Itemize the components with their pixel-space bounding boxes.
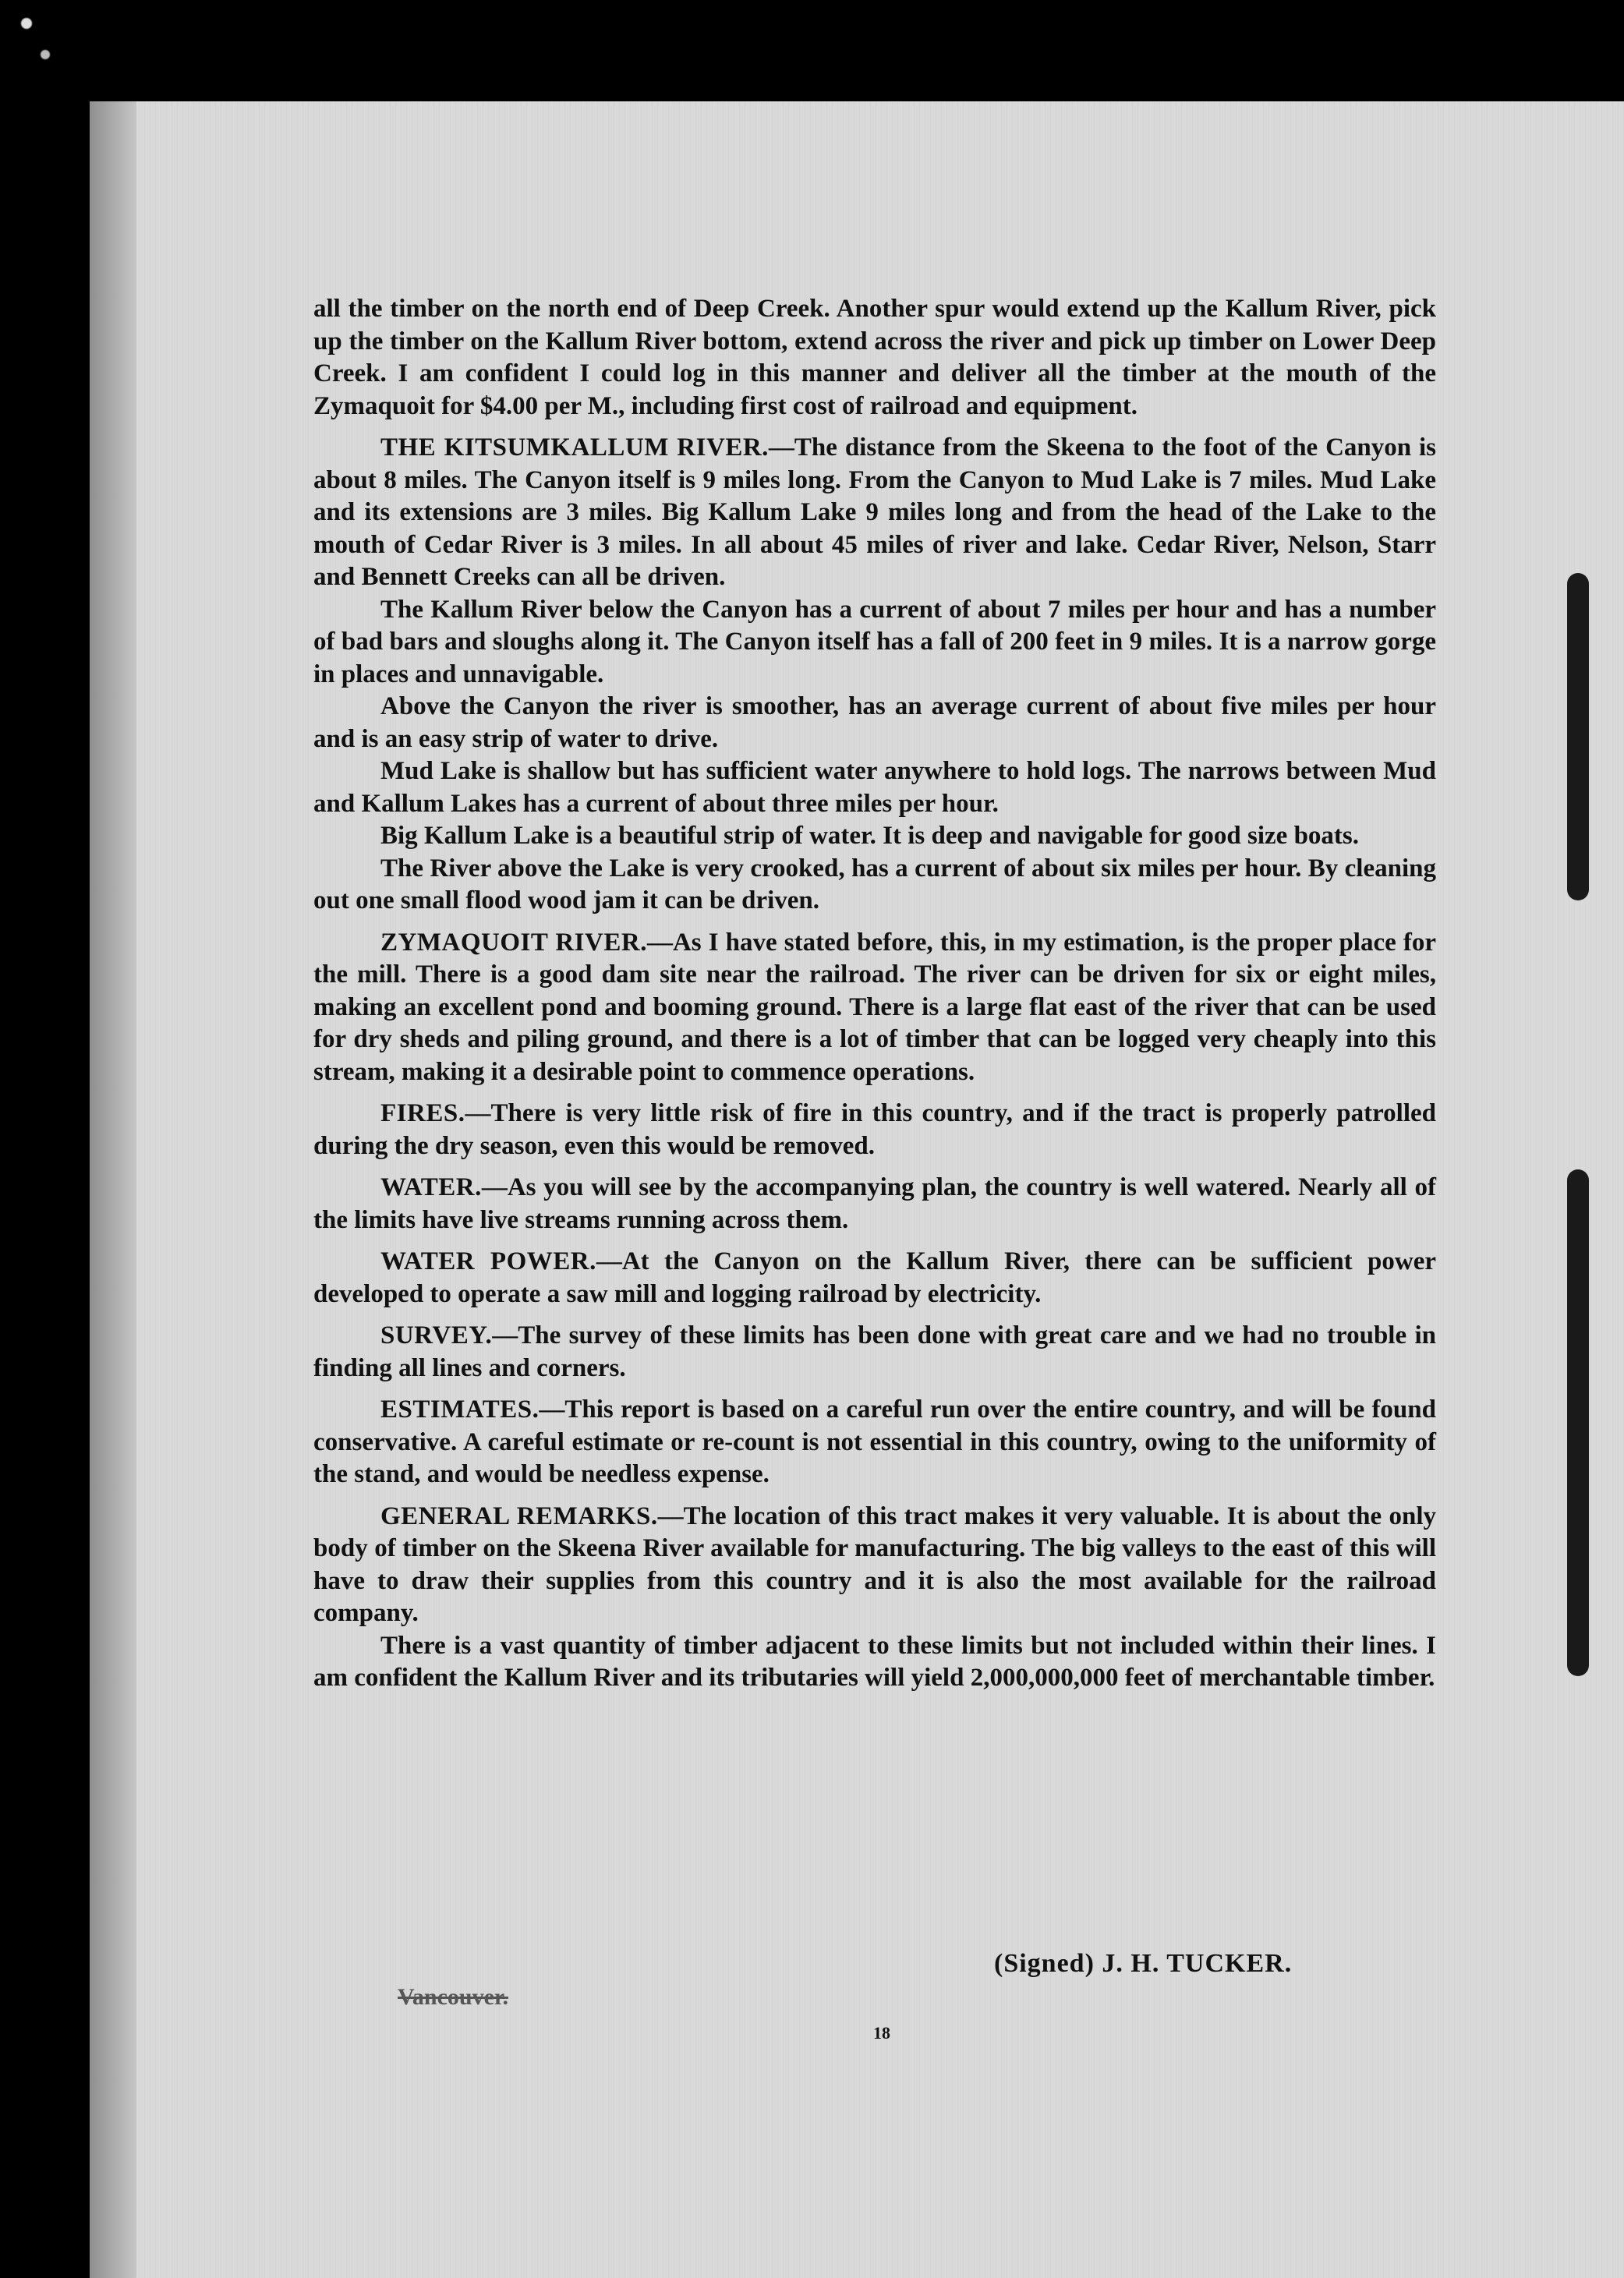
paragraph-heading: WATER. [380,1173,482,1201]
paragraph [313,927,1436,1089]
paragraph-text: —At the Canyon on the Kallum River, there can be sufficient power developed to operate a saw mill and logging railroad by electricity. [313,1247,1436,1308]
paragraph [313,594,1436,692]
paragraph-heading: ZYMAQUOIT RIVER. [380,928,647,957]
paragraph-text: The River above the Lake is very crooked, has a current of about six miles per hour. By cleaning out one small flood wood jam it can be driven. [313,854,1436,914]
binding-mark-upper [1567,573,1589,900]
paragraph-text: Above the Canyon the river is smoother, has an average current of about five miles per hour and is an easy strip of water to drive. [313,692,1436,753]
signature: (Signed) J. H. TUCKER. [994,1949,1293,1978]
report-body [313,293,1436,1695]
paragraph-heading: FIRES. [380,1099,465,1127]
paragraph-text: —The distance from the Skeena to the foot of the Canyon is about 8 miles. The Canyon itself is 9 miles long. From the Canyon to Mud Lake is 7 miles. Mud Lake and its extensions are 3 miles. Big Kallum Lake 9 miles long and from the head of the Lake to the mouth of Cedar River is 3 miles. In all about 45 miles of river and lake. Cedar River, Nelson, Starr and Bennett Creeks can all be driven. [313,433,1437,591]
paragraph-text: —The location of this tract makes it very valuable. It is about the only body of timber on the Skeena River available for manufacturing. The big valleys to the east of this will have to draw their supplies from this country and it is also the most available for the railroad company. [313,1502,1436,1627]
paragraph-text: —This report is based on a careful run over the entire country, and will be found conservative. A careful estimate or re-count is not essential in this country, owing to the uniformity of the stand, and would be needless expense. [313,1395,1436,1488]
paragraph-text: —As you will see by the accompanying plan, the country is well watered. Nearly all of the limits have live streams running across them. [313,1173,1436,1234]
paragraph [313,1246,1436,1311]
binding-mark-lower [1567,1169,1589,1676]
paragraph-heading: SURVEY. [380,1321,493,1349]
paragraph [313,432,1436,594]
paragraph [313,293,1436,423]
paragraph-text: Big Kallum Lake is a beautiful strip of water. It is deep and navigable for good size boats. [380,822,1360,850]
paragraph [313,1098,1436,1162]
paragraph-heading: THE KITSUMKALLUM RIVER. [380,433,769,462]
paragraph-heading: ESTIMATES. [380,1395,540,1424]
page-number: 18 [873,2023,890,2043]
page-edge-shadow [90,101,136,2278]
paragraph [313,691,1436,755]
paragraph-text: all the timber on the north end of Deep Creek. Another spur would extend up the Kallum River, pick up the timber on the Kallum River bottom, extend across the river and pick up timber on Lower Deep Creek. I am confident I could log in this manner and deliver all the timber at the mouth of the Zymaquoit for $4.00 per M., including first cost of railroad and equipment. [313,295,1436,420]
paragraph-text: Mud Lake is shallow but has sufficient water anywhere to hold logs. The narrows between Mud and Kallum Lakes has a current of about three miles per hour. [313,757,1436,818]
paragraph-heading: GENERAL REMARKS. [380,1502,658,1530]
paragraph [313,1320,1436,1385]
scan-speck [8,0,70,78]
paragraph [313,853,1436,918]
paragraph [313,1630,1436,1695]
paragraph-text: There is a vast quantity of timber adjacent to these limits but not included within their lines. I am confident the Kallum River and its tributaries will yield 2,000,000,000 feet of merchantable timber. [313,1631,1436,1692]
paragraph-text: The Kallum River below the Canyon has a current of about 7 miles per hour and has a number of bad bars and sloughs along it. The Canyon itself has a fall of 200 feet in 9 miles. It is a narrow gorge in places and unnavigable. [313,595,1436,688]
paragraph-heading: WATER POWER. [380,1247,596,1275]
paragraph [313,1394,1436,1491]
paragraph [313,1501,1436,1630]
paragraph-text: —The survey of these limits has been done with great care and we had no trouble in finding all lines and corners. [313,1321,1436,1382]
place-name: Vancouver. [398,1984,508,2010]
paragraph-text: —As I have stated before, this, in my estimation, is the proper place for the mill. There is a good dam site near the railroad. The river can be driven for six or eight miles, making an excellent pond and booming ground. There is a large flat east of the river that can be used for dry sheds and piling ground, and there is a lot of timber that can be logged very cheaply into this stream, making it a desirable point to commence operations. [313,928,1436,1086]
paragraph-text: —There is very little risk of fire in this country, and if the tract is properly patrolled during the dry season, even this would be removed. [313,1099,1436,1160]
paragraph [313,755,1436,820]
paragraph [313,1172,1436,1236]
paragraph [313,820,1436,853]
